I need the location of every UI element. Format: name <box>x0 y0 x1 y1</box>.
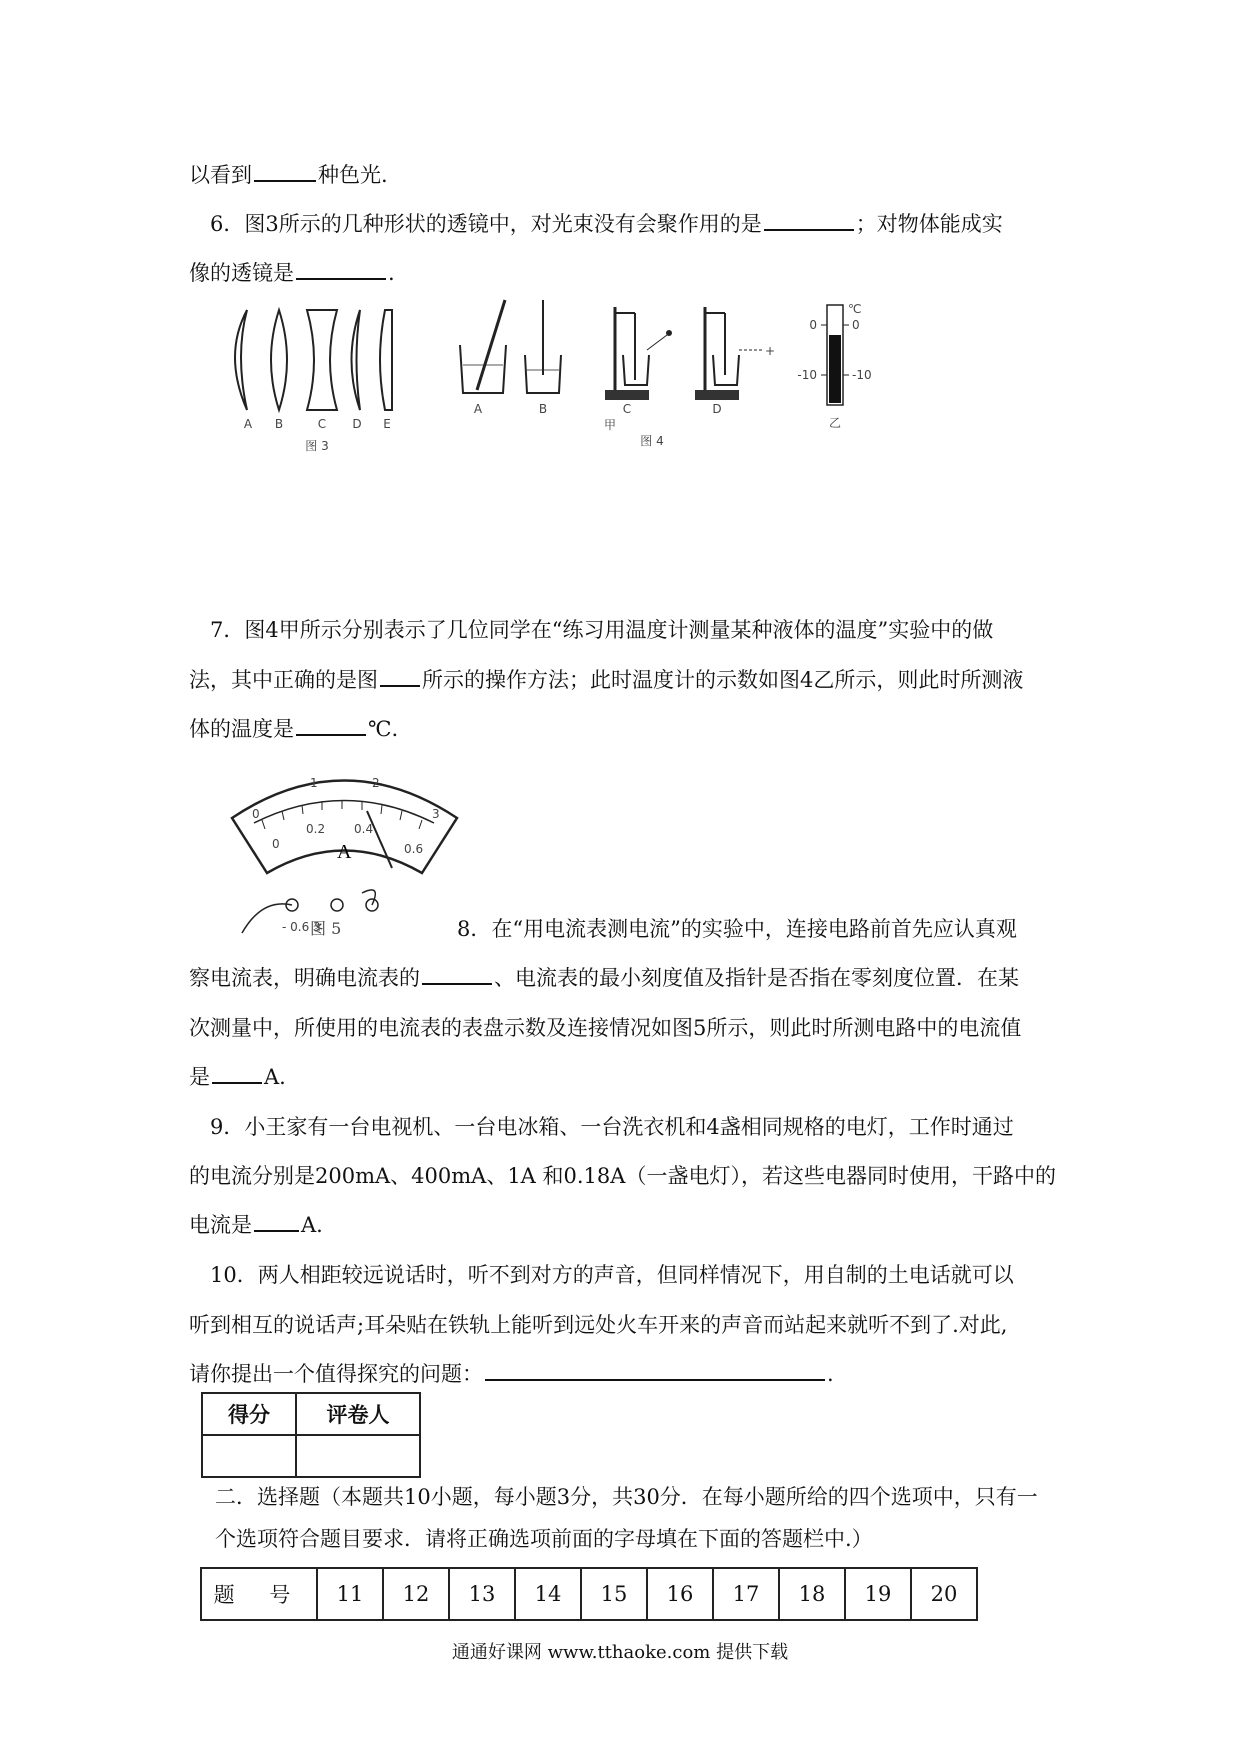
q6-text2: 像的透镜是 <box>189 261 294 285</box>
fig3-label: E <box>383 417 391 431</box>
lens-d <box>352 310 361 410</box>
lens-c <box>307 310 337 410</box>
q5-tail-line <box>189 160 388 190</box>
figure-4-thermometers <box>455 295 895 465</box>
answer-blank[interactable] <box>380 665 420 687</box>
answer-cell[interactable]: 18 <box>779 1568 845 1620</box>
thermo-tick-right: -10 <box>852 368 872 382</box>
outer-tick: 2 <box>372 776 380 790</box>
fig3-label: A <box>243 417 253 431</box>
section2-text: 个选项符合题目要求．请将正确选项前面的字母填在下面的答题栏中.） <box>215 1527 873 1551</box>
q7-text: 7．图4甲所示分别表示了几位同学在“练习用温度计测量某种液体的温度”实验中的做 <box>210 618 994 642</box>
answer-blank[interactable] <box>485 1359 825 1381</box>
answer-bar <box>200 1567 978 1621</box>
q6-text-end: ；对物体能成实 <box>855 212 1003 236</box>
answer-blank[interactable] <box>296 714 366 736</box>
q6-line2 <box>189 258 395 288</box>
score-header: 得分 <box>202 1393 296 1435</box>
section2-line1 <box>215 1482 1038 1512</box>
q9-text: 电流是 <box>189 1213 252 1237</box>
answer-cell[interactable]: 20 <box>911 1568 977 1620</box>
answer-blank[interactable] <box>764 209 854 231</box>
q8-line1 <box>457 914 1017 944</box>
outer-tick: 1 <box>310 776 318 790</box>
answer-blank[interactable] <box>212 1062 262 1084</box>
page-footer: 通通好课网 www.tthaoke.com 提供下载 <box>451 1642 789 1663</box>
inner-tick: 0.2 <box>306 822 326 836</box>
answer-cell[interactable]: 13 <box>449 1568 515 1620</box>
q5-text-before: 以看到 <box>189 163 252 187</box>
inner-tick: 0.6 <box>404 842 424 856</box>
fig3-label: C <box>317 417 327 431</box>
q9-text: 9．小王家有一台电视机、一台电冰箱、一台洗衣机和4盏相同规格的电灯，工作时通过 <box>210 1115 1014 1139</box>
q10-text: 请你提出一个值得探究的问题： <box>189 1362 483 1386</box>
thermo-tick-right: 0 <box>852 318 860 332</box>
q6-text2-end: . <box>388 261 395 285</box>
q9-line3 <box>189 1210 323 1240</box>
q9-line2 <box>189 1161 1056 1191</box>
lens-a <box>235 310 247 410</box>
answer-cell[interactable]: 11 <box>317 1568 383 1620</box>
fig4-label: C <box>622 402 632 416</box>
lens-b <box>271 310 287 410</box>
q6-line1 <box>210 209 1003 239</box>
q8-line4 <box>189 1062 286 1092</box>
thermo-yi-label: 乙 <box>828 416 842 430</box>
fig5-caption: 图 5 <box>310 919 342 938</box>
answer-blank[interactable] <box>296 258 386 280</box>
q8-text: 、电流表的最小刻度值及指针是否指在零刻度位置．在某 <box>494 966 1019 990</box>
q10-line2 <box>189 1310 1007 1340</box>
q6-text: 6．图3所示的几种形状的透镜中，对光束没有会聚作用的是 <box>210 212 762 236</box>
answer-blank[interactable] <box>254 1210 299 1232</box>
thermometer-a <box>477 300 505 390</box>
q7-line1 <box>210 615 993 645</box>
inner-tick: 0.4 <box>354 822 374 836</box>
fig4-label: D <box>712 402 722 416</box>
q7-text: 体的温度是 <box>189 717 294 741</box>
q8-text: 8．在“用电流表测电流”的实验中，连接电路前首先应认真观 <box>457 917 1017 941</box>
plus-icon: + <box>765 344 776 358</box>
answer-cell[interactable]: 12 <box>383 1568 449 1620</box>
q9-text: A. <box>301 1213 323 1237</box>
q7-line2 <box>189 665 1023 695</box>
fig4-caption: 图 4 <box>640 434 664 448</box>
thermo-tick-left: -10 <box>797 368 817 382</box>
q8-text: 察电流表，明确电流表的 <box>189 966 420 990</box>
lens-e <box>380 310 392 410</box>
q10-text: . <box>827 1362 834 1386</box>
q7-text: ℃. <box>368 717 399 741</box>
answer-cell[interactable]: 16 <box>647 1568 713 1620</box>
q10-line3 <box>189 1359 834 1389</box>
thermo-tick-left: 0 <box>809 318 817 332</box>
section2-text: 二．选择题（本题共10小题，每小题3分，共30分．在每小题所给的四个选项中，只有一 <box>215 1485 1038 1509</box>
q8-text: 次测量中，所使用的电流表的表盘示数及连接情况如图5所示，则此时所测电路中的电流值 <box>189 1016 1022 1040</box>
figure-3-lenses <box>225 300 425 460</box>
grader-cell[interactable] <box>296 1435 420 1477</box>
fig4-label: B <box>538 402 548 416</box>
q9-line1 <box>210 1112 1014 1142</box>
q8-line3 <box>189 1013 1021 1043</box>
answer-blank[interactable] <box>422 963 492 985</box>
answer-cell[interactable]: 14 <box>515 1568 581 1620</box>
q10-text: 10．两人相距较远说话时，听不到对方的声音，但同样情况下，用自制的土电话就可以 <box>210 1263 1014 1287</box>
q8-text: 是 <box>189 1065 210 1089</box>
fig3-label: B <box>274 417 284 431</box>
q8-line2 <box>189 963 1019 993</box>
grader-header: 评卷人 <box>296 1393 420 1435</box>
answer-cell[interactable]: 19 <box>845 1568 911 1620</box>
inner-tick: 0 <box>272 837 280 851</box>
q9-text: 的电流分别是200mA、400mA、1A 和0.18A（一盏电灯），若这些电器同时使用，干路中的 <box>189 1164 1056 1188</box>
answer-cell[interactable]: 17 <box>713 1568 779 1620</box>
outer-tick: 3 <box>432 807 440 821</box>
score-box <box>201 1392 421 1478</box>
ammeter-needle <box>367 811 392 868</box>
stand-base-d <box>695 390 739 400</box>
q10-text: 听到相互的说话声;耳朵贴在铁轨上能听到远处火车开来的声音而站起来就听不到了.对此, <box>189 1313 1008 1337</box>
answer-blank[interactable] <box>254 160 316 182</box>
fig4-group-label: 甲 <box>603 418 617 432</box>
stand-base-c <box>605 390 649 400</box>
ammeter-terminals: - 0.6 3 <box>282 920 321 934</box>
q8-text: A. <box>264 1065 286 1089</box>
thermo-unit: ℃ <box>848 302 862 316</box>
fig4-label: A <box>473 402 483 416</box>
q5-text-after: 种色光. <box>318 163 388 187</box>
section2-line2 <box>215 1524 873 1554</box>
score-cell[interactable] <box>202 1435 296 1477</box>
q7-line3 <box>189 714 398 744</box>
q10-line1 <box>210 1260 1014 1290</box>
ammeter-unit: A <box>337 841 352 863</box>
fig3-label: D <box>352 417 362 431</box>
outer-tick: 0 <box>252 807 260 821</box>
fig3-caption: 图 3 <box>305 439 329 453</box>
q7-text: 法，其中正确的是图 <box>189 668 378 692</box>
thermometer-yi-mercury <box>829 335 841 403</box>
q7-text: 所示的操作方法；此时温度计的示数如图4乙所示，则此时所测液 <box>422 668 1024 692</box>
answer-cell[interactable]: 15 <box>581 1568 647 1620</box>
answer-bar-header: 题 号 <box>201 1568 317 1620</box>
figure-5-ammeter <box>222 763 467 943</box>
